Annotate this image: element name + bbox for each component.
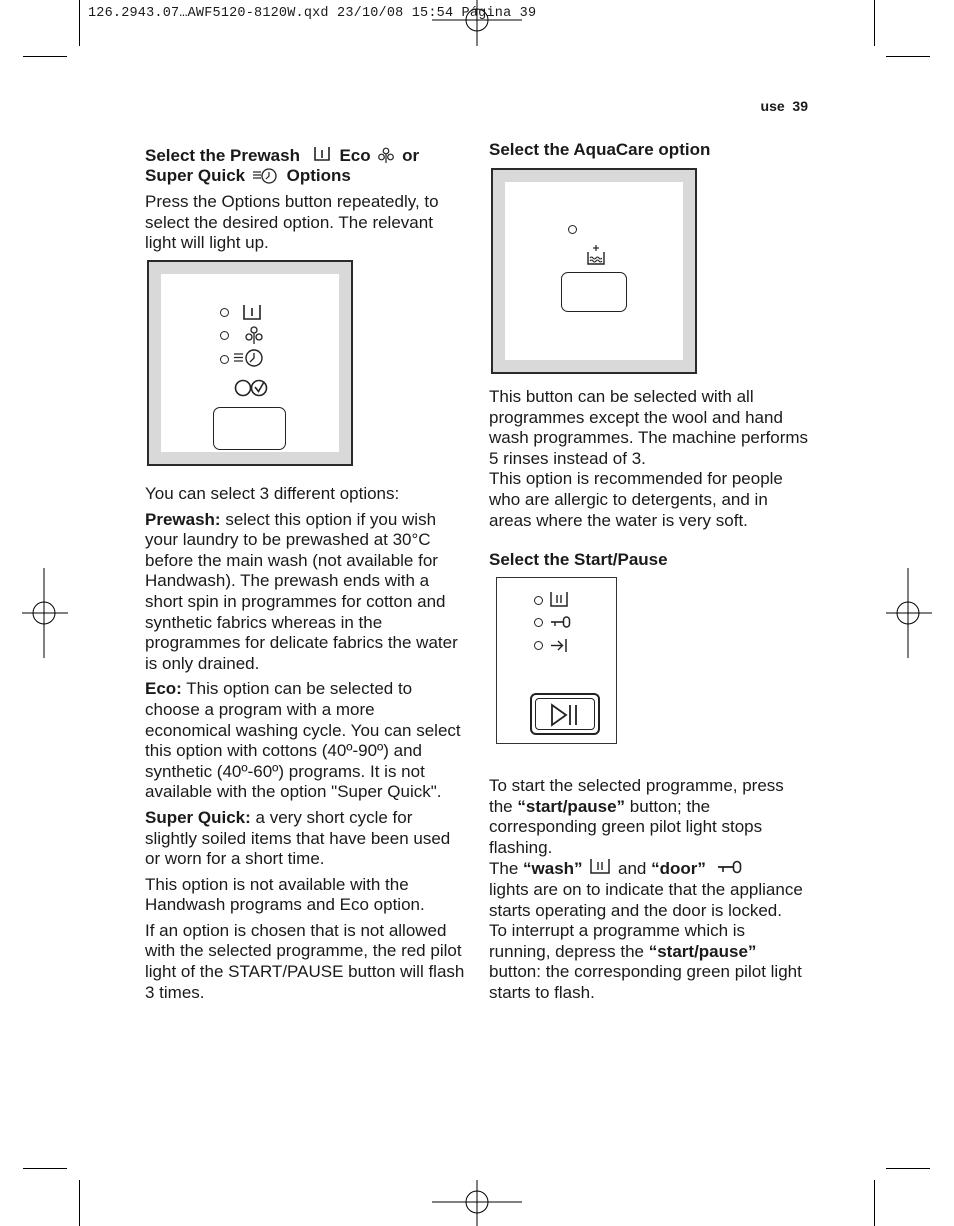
wash-icon [589, 858, 611, 875]
page-header [761, 98, 808, 114]
aquacare-button[interactable] [561, 272, 627, 312]
page-number: 39 [792, 98, 808, 114]
prewash-description: Prewash: select this option if you wish your laundry to be prewashed at 30°C before the main wash (not available for Handwash). The prewash ends with a short spin in programmes for cotton and synthetic fabrics whereas in the programmes for delicate fabrics the water is only drained. [145, 509, 458, 673]
start-pause-text [489, 776, 809, 1004]
aquacare-heading: Select the AquaCare option [489, 140, 711, 159]
aquacare-led [568, 225, 577, 234]
options-panel [147, 260, 353, 466]
registration-mark-icon [432, 1178, 522, 1226]
eco-icon [245, 325, 263, 345]
eco-icon [378, 146, 394, 164]
aquacare-panel [491, 168, 697, 374]
aquacare-text: This button can be selected with all programmes except the wool and hand wash programmes. The machine performs 5 rinses instead of 3. This option is recommended for people who are allergic to detergents, and in areas where the water is very soft. [489, 387, 809, 530]
prewash-icon [313, 145, 331, 162]
eco-description: Eco: This option can be selected to choose a program with a more economical washing cycle. You can select this option with cottons (40º-90º) and synthetic (40º-60º) programs. It is not available with the option "Super Quick". [145, 679, 461, 802]
registration-mark-icon [20, 568, 70, 658]
options-count: You can select 3 different options: [145, 484, 400, 503]
options-icon [234, 378, 270, 398]
options-button[interactable] [213, 407, 286, 450]
registration-mark-icon [884, 568, 934, 658]
options-intro: Press the Options button repeatedly, to select the desired option. The relevant light will light up. [145, 192, 439, 253]
options-heading: Select the Prewash Eco or Super Quick Options [145, 146, 420, 185]
eco-led [220, 331, 229, 340]
start-pause-icon [550, 704, 580, 726]
start-pause-heading: Select the Start/Pause [489, 550, 668, 569]
door-led [534, 618, 543, 627]
file-slug: 126.2943.07…AWF5120-8120W.qxd 23/10/08 15:54 Página 39 [88, 6, 537, 21]
wash-led [534, 596, 543, 605]
header-section: use [760, 98, 785, 114]
door-lock-icon [550, 615, 572, 629]
super-quick-led [220, 355, 229, 364]
left-column-body [145, 484, 465, 1003]
error-note: If an option is chosen that is not allowed with the selected programme, the red pilot light of the START/PAUSE button will flash 3 times. [145, 920, 465, 1002]
start-pause-panel [496, 577, 617, 744]
end-led [534, 641, 543, 650]
end-icon [550, 638, 570, 653]
super-quick-icon [252, 166, 278, 184]
left-column [145, 145, 465, 254]
start-pause-button[interactable] [530, 693, 600, 735]
aquacare-icon [586, 244, 606, 266]
prewash-led [220, 308, 229, 317]
interrupt-instructions: To interrupt a programme which is running, depress the “start/pause” button: the corresponding green pilot light starts to flash. [489, 921, 802, 1002]
prewash-icon [242, 304, 262, 321]
wash-icon [549, 591, 569, 608]
super-quick-icon [233, 348, 265, 368]
super-quick-description: Super Quick: a very short cycle for slightly soiled items that have been used or worn for a short time. [145, 807, 451, 869]
door-lock-icon [717, 860, 743, 875]
availability-note: This option is not available with the Handwash programs and Eco option. [145, 874, 425, 915]
start-instructions: To start the selected programme, press the “start/pause” button; the corresponding green pilot light stops flashing. [489, 776, 784, 857]
lights-info: The “wash” and “door” lights are on to indicate that the appliance starts operating and the door is locked. [489, 859, 803, 920]
